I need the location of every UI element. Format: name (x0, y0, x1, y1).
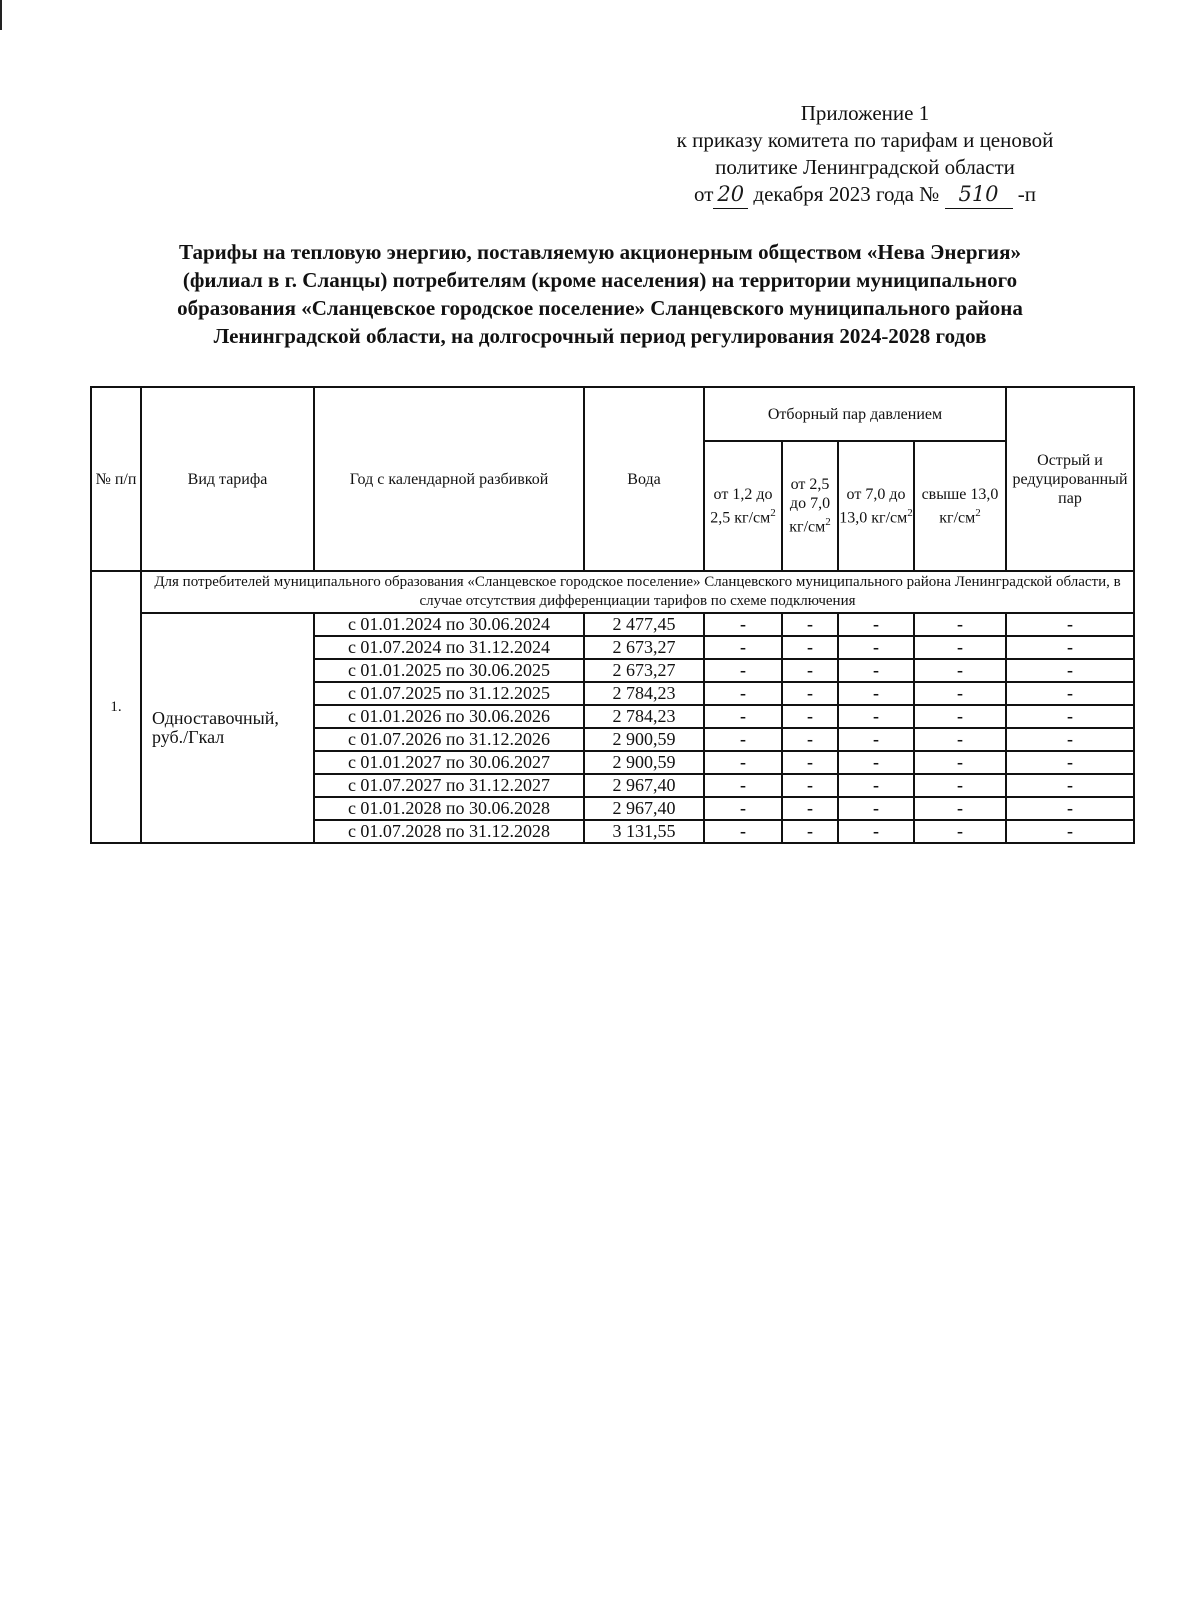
period-cell: с 01.01.2025 по 30.06.2025 (314, 659, 584, 682)
order-suffix: -п (1017, 182, 1036, 206)
empty-value-dash: - (1006, 774, 1134, 797)
empty-value-dash: - (1006, 797, 1134, 820)
empty-value-dash: - (704, 797, 782, 820)
appendix-line-1: Приложение 1 (800, 101, 930, 125)
period-cell: с 01.01.2028 по 30.06.2028 (314, 797, 584, 820)
header-steam-4: свыше 13,0 $кг/см^2$ (914, 441, 1006, 571)
title-line-3: образования «Сланцевское городское поселение» Сланцевского муниципального района (177, 296, 1023, 320)
water-value: 2 673,27 (584, 659, 704, 682)
empty-value-dash: - (838, 751, 914, 774)
period-cell: с 01.01.2026 по 30.06.2026 (314, 705, 584, 728)
title-line-2: (филиал в г. Сланцы) потребителям (кроме населения) на территории муниципального (182, 268, 1018, 292)
empty-value-dash: - (782, 705, 838, 728)
empty-value-dash: - (782, 820, 838, 843)
empty-value-dash: - (838, 659, 914, 682)
empty-value-dash: - (838, 797, 914, 820)
empty-value-dash: - (704, 728, 782, 751)
empty-value-dash: - (838, 820, 914, 843)
header-steam-1: от 1,2 до 2,5 $кг/см^2$ (704, 441, 782, 571)
empty-value-dash: - (838, 613, 914, 636)
water-value: 2 673,27 (584, 636, 704, 659)
empty-value-dash: - (704, 820, 782, 843)
empty-value-dash: - (914, 682, 1006, 705)
handwritten-day: 20 (713, 181, 748, 209)
row-number: 1. (91, 571, 141, 843)
empty-value-dash: - (1006, 682, 1134, 705)
empty-value-dash: - (1006, 636, 1134, 659)
header-period: Год с календарной разбивкой (314, 387, 584, 571)
empty-value-dash: - (914, 659, 1006, 682)
empty-value-dash: - (704, 659, 782, 682)
period-cell: с 01.07.2025 по 31.12.2025 (314, 682, 584, 705)
empty-value-dash: - (1006, 751, 1134, 774)
date-prefix: от (694, 182, 714, 206)
empty-value-dash: - (838, 705, 914, 728)
empty-value-dash: - (704, 705, 782, 728)
empty-value-dash: - (914, 774, 1006, 797)
empty-value-dash: - (914, 705, 1006, 728)
empty-value-dash: - (782, 636, 838, 659)
period-cell: с 01.07.2024 по 31.12.2024 (314, 636, 584, 659)
empty-value-dash: - (782, 751, 838, 774)
empty-value-dash: - (782, 682, 838, 705)
header-steam-3: от 7,0 до 13,0 $кг/см^2$ (838, 441, 914, 571)
empty-value-dash: - (914, 636, 1006, 659)
empty-value-dash: - (914, 797, 1006, 820)
empty-value-dash: - (838, 636, 914, 659)
empty-value-dash: - (782, 728, 838, 751)
header-steam-2: от 2,5 до 7,0 $кг/см^2$ (782, 441, 838, 571)
water-value: 3 131,55 (584, 820, 704, 843)
period-cell: с 01.01.2024 по 30.06.2024 (314, 613, 584, 636)
header-water: Вода (584, 387, 704, 571)
water-value: 2 784,23 (584, 705, 704, 728)
title-line-4: Ленинградской области, на долгосрочный период регулирования 2024-2028 годов (213, 324, 987, 348)
water-value: 2 900,59 (584, 751, 704, 774)
header-steam-group: Отборный пар давлением (704, 387, 1006, 441)
scan-edge-mark (0, 0, 2, 30)
period-cell: с 01.07.2028 по 31.12.2028 (314, 820, 584, 843)
empty-value-dash: - (1006, 613, 1134, 636)
empty-value-dash: - (782, 659, 838, 682)
empty-value-dash: - (914, 751, 1006, 774)
header-sharp-steam: Острый и редуцированный пар (1006, 387, 1134, 571)
table-row (91, 613, 1134, 636)
empty-value-dash: - (914, 820, 1006, 843)
empty-value-dash: - (704, 613, 782, 636)
date-rest: декабря 2023 года № (753, 182, 940, 206)
empty-value-dash: - (1006, 705, 1134, 728)
handwritten-order-number: 510 (945, 181, 1013, 209)
empty-value-dash: - (704, 636, 782, 659)
empty-value-dash: - (838, 682, 914, 705)
appendix-line-3: политике Ленинградской области (715, 155, 1015, 179)
title-line-1: Тарифы на тепловую энергию, поставляемую акционерным обществом «Нева Энергия» (178, 240, 1021, 264)
empty-value-dash: - (782, 774, 838, 797)
empty-value-dash: - (838, 774, 914, 797)
empty-value-dash: - (1006, 659, 1134, 682)
empty-value-dash: - (914, 728, 1006, 751)
water-value: 2 967,40 (584, 797, 704, 820)
appendix-line-2: к приказу комитета по тарифам и ценовой (676, 128, 1054, 152)
header-num: № п/п (91, 387, 141, 571)
empty-value-dash: - (782, 797, 838, 820)
tariff-type: Одноставочный, руб./Гкал (141, 613, 314, 843)
empty-value-dash: - (704, 751, 782, 774)
empty-value-dash: - (1006, 728, 1134, 751)
empty-value-dash: - (1006, 820, 1134, 843)
water-value: 2 900,59 (584, 728, 704, 751)
document-title (80, 238, 1120, 350)
period-cell: с 01.07.2026 по 31.12.2026 (314, 728, 584, 751)
water-value: 2 967,40 (584, 774, 704, 797)
water-value: 2 784,23 (584, 682, 704, 705)
empty-value-dash: - (914, 613, 1006, 636)
period-cell: с 01.01.2027 по 30.06.2027 (314, 751, 584, 774)
group-title: Для потребителей муниципального образования «Сланцевское городское поселение» Сланцевского муниципального района Ленинградской области, в случае отсутствия дифференциации тарифов по схеме подключения (141, 571, 1134, 613)
empty-value-dash: - (704, 682, 782, 705)
water-value: 2 477,45 (584, 613, 704, 636)
header-type: Вид тарифа (141, 387, 314, 571)
empty-value-dash: - (782, 613, 838, 636)
empty-value-dash: - (838, 728, 914, 751)
appendix-date-line (600, 181, 1130, 209)
empty-value-dash: - (704, 774, 782, 797)
appendix-header (600, 100, 1130, 209)
tariff-table (90, 386, 1135, 844)
period-cell: с 01.07.2027 по 31.12.2027 (314, 774, 584, 797)
